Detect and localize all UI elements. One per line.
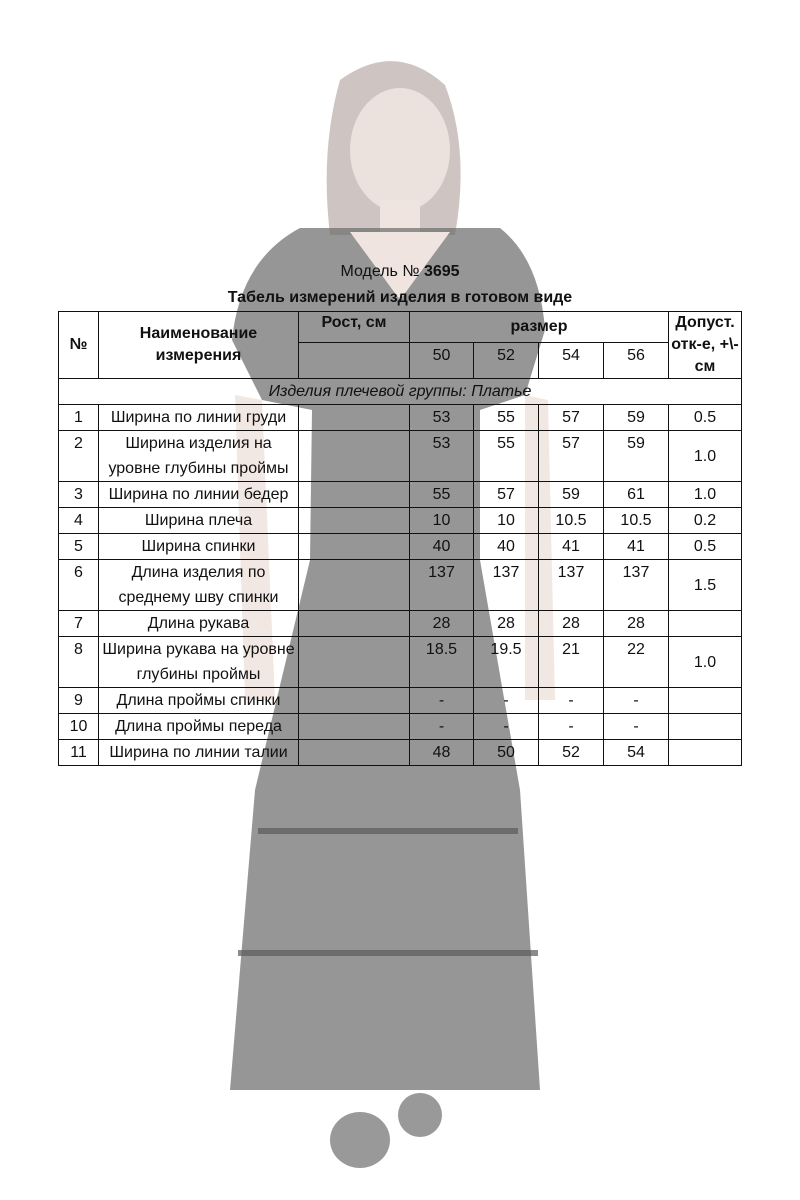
row-value-size-52: - [474,688,539,714]
col-no-header: № [59,312,99,379]
row-height [299,508,410,534]
row-height [299,740,410,766]
row-height [299,714,410,740]
row-number: 8 [59,637,99,688]
row-name: Длина проймы переда [99,714,299,740]
row-value-size-54: 28 [539,611,604,637]
row-height [299,534,410,560]
table-row [59,482,742,508]
row-value-size-54: 137 [539,560,604,611]
table-row [59,688,742,714]
row-height [299,611,410,637]
row-value-size-56: 22 [604,637,669,688]
row-value-size-56: - [604,714,669,740]
row-name: Длина рукава [99,611,299,637]
row-number: 10 [59,714,99,740]
row-value-size-52: 55 [474,405,539,431]
row-value-size-56: 10.5 [604,508,669,534]
row-number: 2 [59,431,99,482]
row-value-size-50: - [410,714,474,740]
row-number: 5 [59,534,99,560]
table-row [59,405,742,431]
size-54: 54 [539,343,604,379]
row-number: 11 [59,740,99,766]
row-tolerance: 1.0 [669,637,742,688]
row-value-size-56: - [604,688,669,714]
row-tolerance [669,714,742,740]
row-value-size-56: 61 [604,482,669,508]
row-height [299,405,410,431]
row-value-size-54: 57 [539,431,604,482]
row-number: 7 [59,611,99,637]
table-title: Табель измерений изделия в готовом виде [227,289,573,306]
table-row [59,534,742,560]
row-value-size-52: 137 [474,560,539,611]
row-height [299,637,410,688]
row-name: Ширина по линии талии [99,740,299,766]
row-name: Ширина по линии груди [99,405,299,431]
row-value-size-56: 59 [604,431,669,482]
table-row [59,714,742,740]
row-value-size-56: 137 [604,560,669,611]
row-value-size-54: 10.5 [539,508,604,534]
row-value-size-54: 52 [539,740,604,766]
row-value-size-52: 55 [474,431,539,482]
row-value-size-52: 19.5 [474,637,539,688]
row-number: 1 [59,405,99,431]
row-value-size-50: - [410,688,474,714]
row-value-size-52: 57 [474,482,539,508]
row-value-size-52: 50 [474,740,539,766]
row-value-size-56: 54 [604,740,669,766]
row-value-size-54: 57 [539,405,604,431]
model-label: Модель № 3695 [340,263,460,280]
size-52: 52 [474,343,539,379]
row-value-size-56: 59 [604,405,669,431]
table-row [59,508,742,534]
col-tolerance-header: Допуст. отк-е, +\-см [669,312,742,379]
row-number: 3 [59,482,99,508]
row-value-size-50: 53 [410,405,474,431]
table-row [59,740,742,766]
row-height [299,431,410,482]
row-name: Ширина спинки [99,534,299,560]
row-height [299,688,410,714]
col-name-header: Наименование измерения [99,312,299,379]
row-value-size-50: 55 [410,482,474,508]
table-row [59,431,742,482]
row-value-size-54: 41 [539,534,604,560]
row-tolerance: 1.0 [669,482,742,508]
row-value-size-54: - [539,714,604,740]
row-tolerance: 1.5 [669,560,742,611]
row-height [299,482,410,508]
row-tolerance [669,611,742,637]
row-value-size-54: 59 [539,482,604,508]
size-56: 56 [604,343,669,379]
height-subcell [299,343,410,379]
row-name: Ширина плеча [99,508,299,534]
row-tolerance [669,740,742,766]
row-name: Длина проймы спинки [99,688,299,714]
row-tolerance: 0.5 [669,534,742,560]
row-name: Ширина по линии бедер [99,482,299,508]
row-value-size-50: 53 [410,431,474,482]
row-value-size-50: 28 [410,611,474,637]
row-name: Ширина изделия на уровне глубины проймы [99,431,299,482]
row-value-size-56: 41 [604,534,669,560]
row-number: 9 [59,688,99,714]
table-row [59,611,742,637]
row-value-size-52: 10 [474,508,539,534]
row-value-size-54: 21 [539,637,604,688]
group-row: Изделия плечевой группы: Платье [59,379,742,405]
size-50: 50 [410,343,474,379]
table-row [59,560,742,611]
row-value-size-50: 137 [410,560,474,611]
row-tolerance: 0.2 [669,508,742,534]
row-tolerance: 1.0 [669,431,742,482]
row-value-size-50: 40 [410,534,474,560]
row-name: Ширина рукава на уровне глубины проймы [99,637,299,688]
row-value-size-54: - [539,688,604,714]
table-row [59,637,742,688]
row-value-size-56: 28 [604,611,669,637]
row-tolerance: 0.5 [669,405,742,431]
row-value-size-52: 28 [474,611,539,637]
col-height-header: Рост, см [299,312,410,343]
row-number: 4 [59,508,99,534]
row-name: Длина изделия по среднему шву спинки [99,560,299,611]
row-value-size-52: - [474,714,539,740]
row-height [299,560,410,611]
row-tolerance [669,688,742,714]
measurement-table [58,311,742,766]
row-number: 6 [59,560,99,611]
row-value-size-50: 10 [410,508,474,534]
row-value-size-50: 48 [410,740,474,766]
row-value-size-52: 40 [474,534,539,560]
row-value-size-50: 18.5 [410,637,474,688]
col-size-header: размер [410,312,669,343]
